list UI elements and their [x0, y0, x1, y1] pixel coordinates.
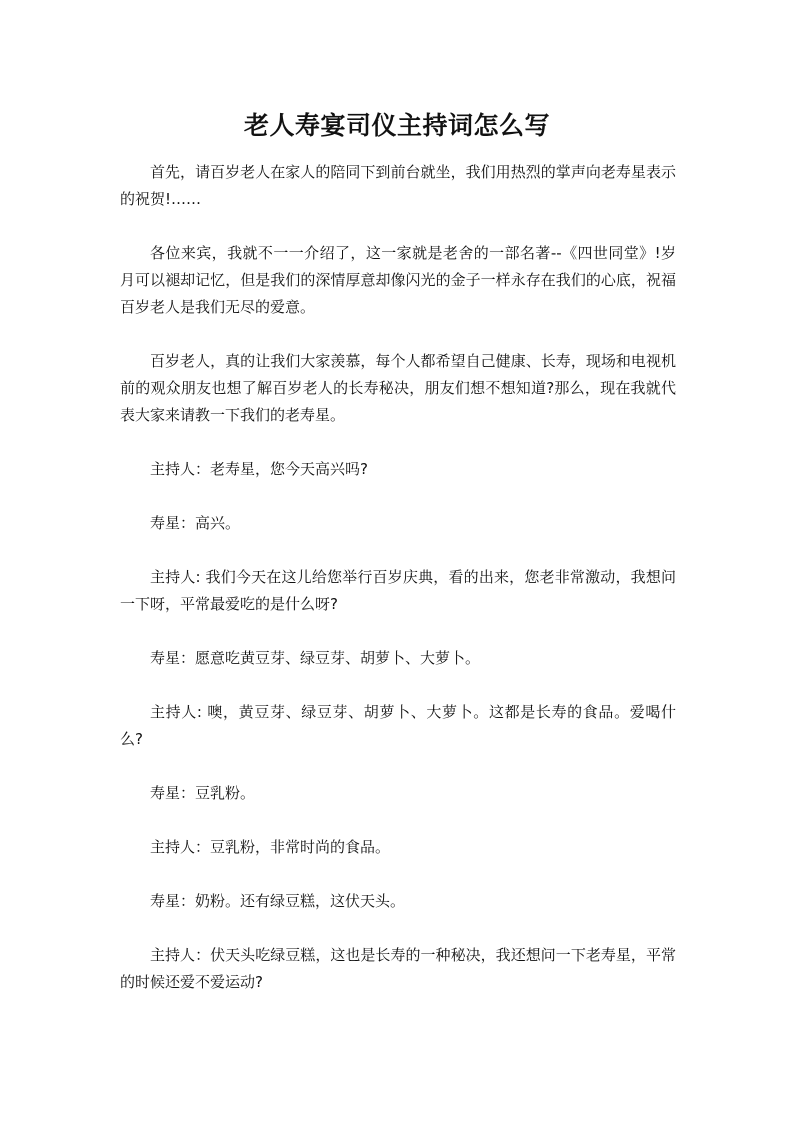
paragraph-opening: 首先，请百岁老人在家人的陪同下到前台就坐，我们用热烈的掌声向老寿星表示的祝贺!…… — [120, 163, 676, 208]
paragraph-guests: 各位来宾，我就不一一介绍了，这一家就是老舍的一部名著--《四世同堂》!岁月可以褪却记忆，但是我们的深情厚意却像闪光的金子一样永存在我们的心底，祝福百岁老人是我们无尽的爱意。 — [120, 244, 676, 316]
document-body — [120, 159, 676, 1023]
paragraph-longevity: 百岁老人，真的让我们大家羡慕，每个人都希望自己健康、长寿，现场和电视机前的观众朋友也想了解百岁老人的长寿秘决，朋友们想不想知道?那么，现在我就代表大家来请教一下我们的老寿星。 — [120, 352, 676, 424]
dialogue-host-5: 主持人：伏天头吃绿豆糕，这也是长寿的一种秘决，我还想问一下老寿星，平常的时候还爱不爱运动? — [120, 946, 676, 991]
dialogue-elder-3: 寿星：豆乳粉。 — [150, 784, 256, 802]
dialogue-elder-1: 寿星：高兴。 — [150, 514, 241, 532]
dialogue-elder-2: 寿星：愿意吃黄豆芽、绿豆芽、胡萝卜、大萝卜。 — [150, 649, 481, 667]
dialogue-elder-4: 寿星：奶粉。还有绿豆糕，这伏天头。 — [150, 892, 406, 910]
dialogue-host-1: 主持人：老寿星，您今天高兴吗? — [150, 460, 368, 478]
dialogue-host-3: 主持人: 噢，黄豆芽、绿豆芽、胡萝卜、大萝卜。这都是长寿的食品。爱喝什么? — [120, 703, 676, 748]
dialogue-host-2: 主持人: 我们今天在这儿给您举行百岁庆典，看的出来，您老非常激动，我想问一下呀，平常最爱吃的是什么呀? — [120, 568, 676, 613]
document-title: 老人寿宴司仪主持词怎么写 — [243, 111, 550, 140]
dialogue-host-4: 主持人：豆乳粉，非常时尚的食品。 — [150, 838, 391, 856]
